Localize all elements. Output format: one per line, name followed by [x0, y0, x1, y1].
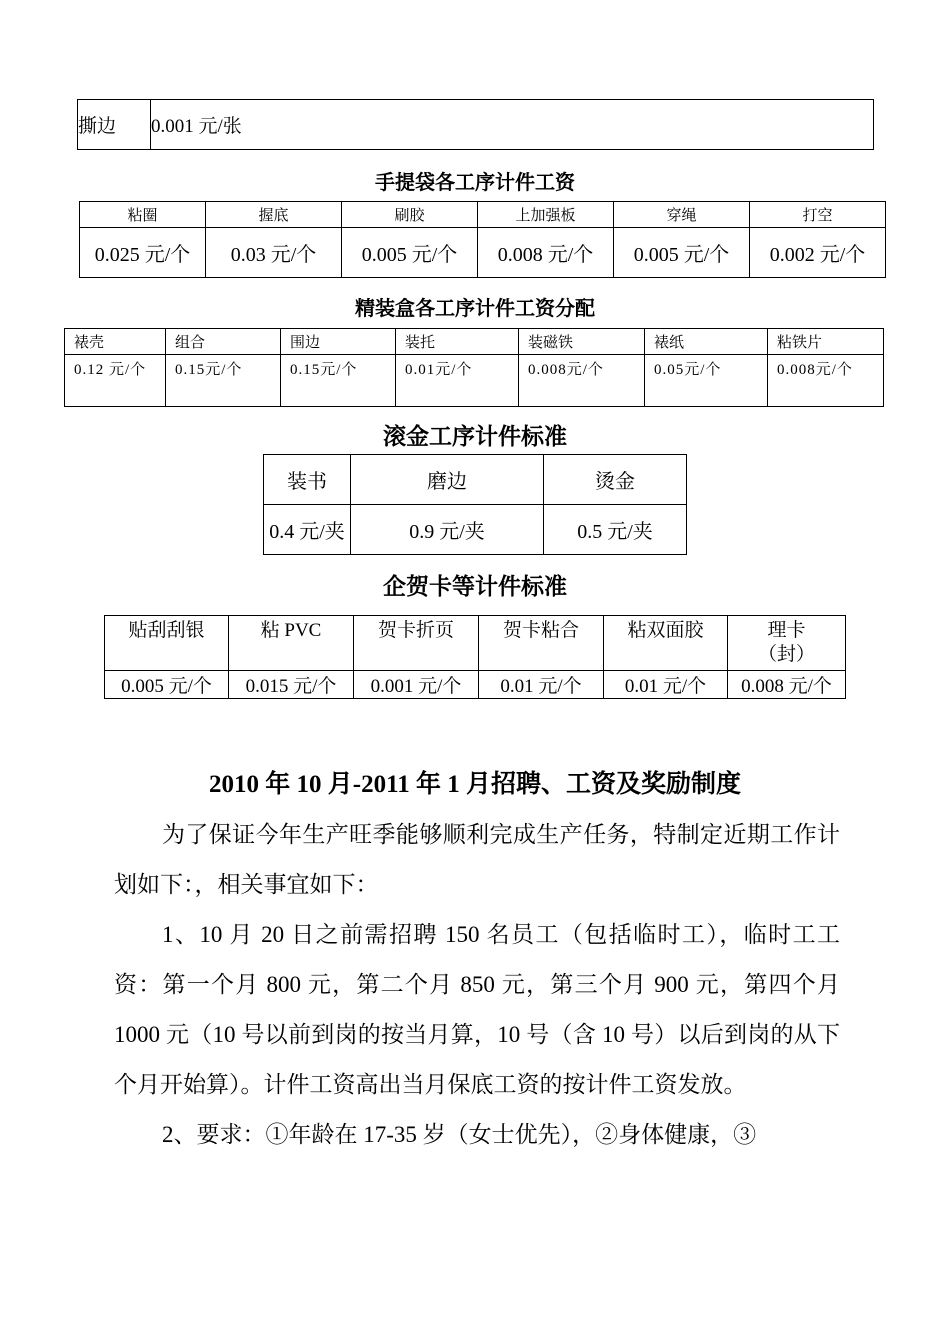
- table-header-cell: 磨边: [351, 455, 544, 505]
- table-cell: 0.025 元/个: [80, 228, 206, 278]
- table-header-row: [264, 455, 687, 505]
- table-cell: 0.008元/个: [519, 355, 645, 407]
- table-header-cell: 裱壳: [65, 329, 166, 355]
- table-header-row: [65, 329, 884, 355]
- table-cell: 0.01 元/个: [604, 671, 728, 699]
- box-table-title: 精装盒各工序计件工资分配: [355, 298, 595, 320]
- gold-table-title: 滚金工序计件标准: [383, 424, 567, 449]
- tearing-value: 0.001 元/张: [151, 100, 874, 150]
- table-row: [264, 505, 687, 555]
- table-header-cell: 上加强板: [478, 202, 614, 228]
- bag-rate-table: [79, 201, 886, 278]
- table-cell: 0.001 元/个: [354, 671, 479, 699]
- table-header-cell: 贴刮刮银: [105, 616, 229, 671]
- table-header-row: [105, 616, 846, 671]
- table-header-cell: 裱纸: [645, 329, 768, 355]
- table-header-cell: 理卡（封）: [728, 616, 846, 671]
- table-header-cell: 刷胶: [342, 202, 478, 228]
- table-cell: 0.005 元/个: [614, 228, 750, 278]
- table-row: [65, 355, 884, 407]
- table-header-cell: 握底: [206, 202, 342, 228]
- table-cell: 0.01 元/个: [479, 671, 604, 699]
- table-cell: 0.05元/个: [645, 355, 768, 407]
- tearing-label: 撕边: [78, 100, 151, 150]
- table-cell: 0.5 元/夹: [544, 505, 687, 555]
- paragraph: 2、要求：①年龄在 17-35 岁（女士优先），②身体健康，③: [162, 1122, 757, 1147]
- table-header-cell: 穿绳: [614, 202, 750, 228]
- table-header-cell: 组合: [166, 329, 281, 355]
- table-cell: 0.005 元/个: [105, 671, 229, 699]
- bag-table-title: 手提袋各工序计件工资: [375, 172, 575, 194]
- table-cell: 0.015 元/个: [229, 671, 354, 699]
- table-header-cell: 粘圈: [80, 202, 206, 228]
- paragraph: 1、10 月 20 日之前需招聘 150 名员工（包括临时工），临时工工资：第一个月 800 元，第二个月 850 元，第三个月 900 元，第四个月 1000 元（10 号以前到岗的按当月算，10 号（含 10 号）以后到岗的从下个月开始算）。计件工资高出当月保底工资的按计件工资发放。: [114, 922, 840, 1097]
- box-rate-table: [64, 328, 884, 407]
- table-cell: 0.008 元/个: [728, 671, 846, 699]
- table-cell: 0.15元/个: [166, 355, 281, 407]
- table-header-row: [80, 202, 886, 228]
- table-header-cell: 粘双面胶: [604, 616, 728, 671]
- card-rate-table: [104, 615, 846, 699]
- table-header-cell: 烫金: [544, 455, 687, 505]
- table-header-cell: 装托: [396, 329, 519, 355]
- gold-rate-table: [263, 454, 687, 555]
- document-title: 2010 年 10 月-2011 年 1 月招聘、工资及奖励制度: [209, 771, 741, 798]
- tearing-rate-table: [77, 99, 874, 150]
- paragraph: 为了保证今年生产旺季能够顺利完成生产任务，特制定近期工作计划如下：，相关事宜如下：: [114, 822, 840, 897]
- table-header-cell: 贺卡折页: [354, 616, 479, 671]
- table-cell: 0.002 元/个: [750, 228, 886, 278]
- table-cell: 0.01元/个: [396, 355, 519, 407]
- document-body: [114, 810, 840, 1160]
- table-header-cell: 粘 PVC: [229, 616, 354, 671]
- table-header-cell: 围边: [281, 329, 396, 355]
- table-header-cell: 装书: [264, 455, 351, 505]
- card-table-title: 企贺卡等计件标准: [383, 574, 567, 599]
- table-header-cell: 粘铁片: [768, 329, 884, 355]
- table-cell: 0.9 元/夹: [351, 505, 544, 555]
- table-cell: 0.008 元/个: [478, 228, 614, 278]
- table-cell: 0.15元/个: [281, 355, 396, 407]
- table-cell: 0.005 元/个: [342, 228, 478, 278]
- table-cell: 0.4 元/夹: [264, 505, 351, 555]
- table-row: [80, 228, 886, 278]
- table-cell: 0.008元/个: [768, 355, 884, 407]
- table-header-cell: 装磁铁: [519, 329, 645, 355]
- table-header-cell: 打空: [750, 202, 886, 228]
- table-row: [105, 671, 846, 699]
- table-header-cell: 贺卡粘合: [479, 616, 604, 671]
- table-cell: 0.12 元/个: [65, 355, 166, 407]
- table-cell: 0.03 元/个: [206, 228, 342, 278]
